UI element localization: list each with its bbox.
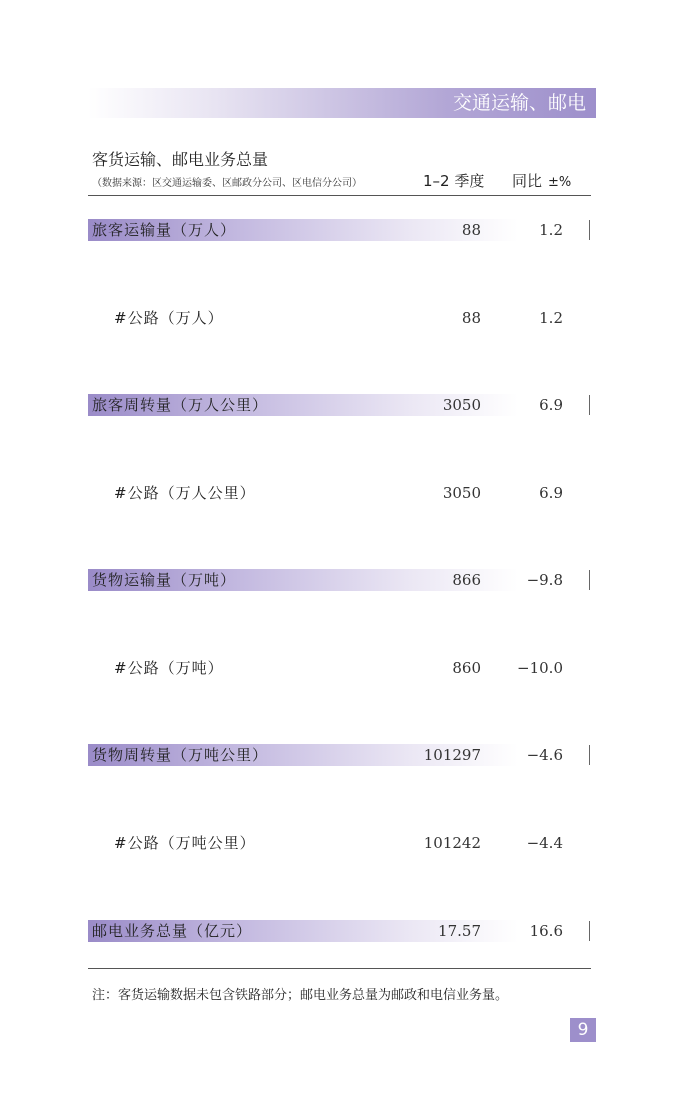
row-label: #公路（万吨） [114, 659, 224, 677]
footnote: 注：客货运输数据未包含铁路部分；邮电业务总量为邮政和电信业务量。 [92, 988, 509, 1003]
row-yoy: −4.4 [526, 834, 563, 852]
row-value: 3050 [442, 484, 481, 502]
table-row-freight-turnover [88, 744, 591, 766]
table-row-passenger-turnover-road [88, 482, 591, 504]
row-label: 旅客运输量（万人） [92, 221, 237, 239]
row-yoy: −4.6 [526, 746, 563, 764]
row-end-tick [589, 570, 590, 590]
row-label: #公路（万吨公里） [114, 834, 256, 852]
row-value: 17.57 [438, 922, 481, 940]
row-yoy: −9.8 [526, 571, 563, 589]
column-header-yoy-label: 同比 [512, 172, 543, 190]
row-value: 860 [452, 659, 481, 677]
data-source-note: （数据来源：区交通运输委、区邮政分公司、区电信分公司） [92, 178, 362, 189]
row-end-tick [589, 745, 590, 765]
page-number: 9 [570, 1018, 596, 1042]
row-end-tick [589, 220, 590, 240]
row-value: 3050 [442, 396, 481, 414]
table-top-rule [88, 195, 591, 196]
row-end-tick [589, 921, 590, 941]
row-value: 88 [461, 221, 481, 239]
header-title: 交通运输、邮电 [452, 92, 586, 114]
column-header-period: 1–2 季度 [423, 172, 485, 190]
row-yoy: 16.6 [529, 922, 563, 940]
row-yoy: 6.9 [539, 484, 563, 502]
row-label: 旅客周转量（万人公里） [92, 396, 269, 414]
column-header-yoy [512, 170, 571, 191]
row-label: 货物运输量（万吨） [92, 571, 237, 589]
table-row-passenger-volume [88, 219, 591, 241]
row-yoy: 6.9 [539, 396, 563, 414]
table-row-freight-volume-road [88, 657, 591, 679]
table-row-post-telecom-total [88, 920, 591, 942]
row-value: 101242 [423, 834, 481, 852]
row-end-tick [589, 395, 590, 415]
row-yoy: 1.2 [539, 221, 563, 239]
table-row-passenger-turnover [88, 394, 591, 416]
row-label: #公路（万人） [114, 309, 224, 327]
row-yoy: 1.2 [539, 309, 563, 327]
section-title: 客货运输、邮电业务总量 [92, 150, 269, 169]
row-label: 邮电业务总量（亿元） [92, 922, 253, 940]
table-bottom-rule [88, 968, 591, 969]
table-row-freight-volume [88, 569, 591, 591]
row-value: 866 [452, 571, 481, 589]
row-value: 88 [461, 309, 481, 327]
table-row-passenger-volume-road [88, 307, 591, 329]
row-label: 货物周转量（万吨公里） [92, 746, 269, 764]
row-value: 101297 [423, 746, 481, 764]
row-yoy: −10.0 [517, 659, 563, 677]
column-header-yoy-unit: ±% [548, 175, 572, 190]
table-row-freight-turnover-road [88, 832, 591, 854]
row-label: #公路（万人公里） [114, 484, 256, 502]
header-banner [88, 88, 596, 118]
